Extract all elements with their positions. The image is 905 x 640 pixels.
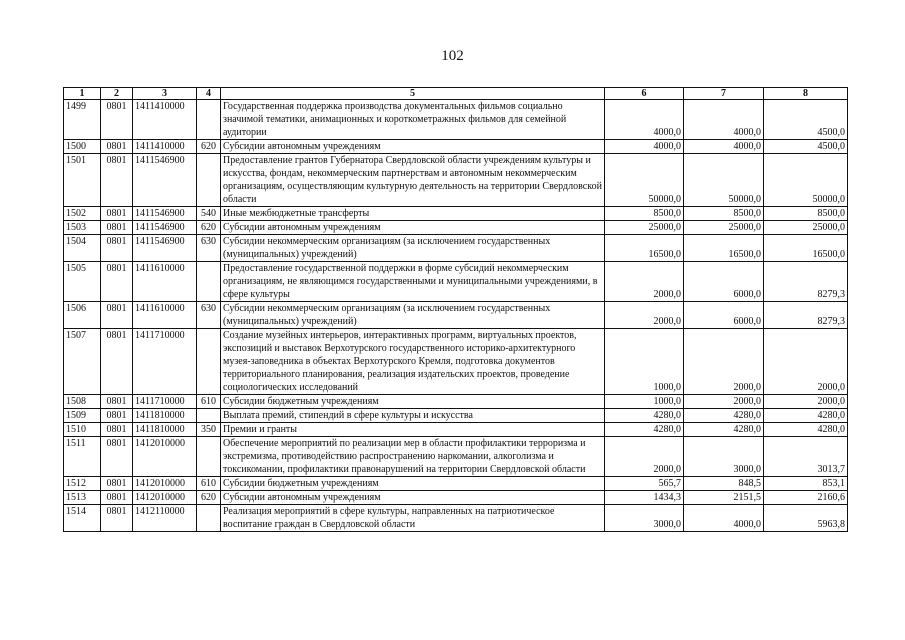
amount-col-8: 5963,8 [764, 505, 848, 532]
amount-col-6: 2000,0 [605, 262, 684, 302]
table-row [64, 302, 848, 329]
amount-col-6: 1434,3 [605, 491, 684, 505]
expense-type-code: 610 [197, 395, 221, 409]
amount-col-6: 50000,0 [605, 154, 684, 207]
amount-col-7: 4000,0 [684, 505, 764, 532]
amount-col-8: 853,1 [764, 477, 848, 491]
amount-col-8: 4280,0 [764, 409, 848, 423]
target-article-code: 1411546900 [133, 235, 197, 262]
target-article-code: 1412010000 [133, 477, 197, 491]
amount-col-8: 16500,0 [764, 235, 848, 262]
section-code: 0801 [101, 437, 133, 477]
row-number: 1499 [64, 100, 101, 140]
expense-type-code: 630 [197, 302, 221, 329]
item-name: Создание музейных интерьеров, интерактивных программ, виртуальных проектов, экспозиций и выставок Верхотурского государственного историко-архитектурного музея-заповедника в объектах Верхотурского Кремля, подготовка документов территориального планирования, реализация издательских проектов, проведение социологических исследований [221, 329, 605, 395]
header-cell: 5 [221, 88, 605, 100]
section-code: 0801 [101, 100, 133, 140]
amount-col-8: 8279,3 [764, 262, 848, 302]
amount-col-7: 6000,0 [684, 262, 764, 302]
header-cell: 4 [197, 88, 221, 100]
target-article-code: 1411710000 [133, 329, 197, 395]
amount-col-6: 8500,0 [605, 207, 684, 221]
target-article-code: 1411610000 [133, 302, 197, 329]
row-number: 1512 [64, 477, 101, 491]
amount-col-6: 1000,0 [605, 329, 684, 395]
amount-col-6: 3000,0 [605, 505, 684, 532]
expense-type-code [197, 437, 221, 477]
table-row [64, 491, 848, 505]
item-name: Реализация мероприятий в сфере культуры, направленных на патриотическое воспитание граждан в Свердловской области [221, 505, 605, 532]
amount-col-6: 565,7 [605, 477, 684, 491]
item-name: Субсидии бюджетным учреждениям [221, 477, 605, 491]
amount-col-6: 16500,0 [605, 235, 684, 262]
section-code: 0801 [101, 505, 133, 532]
row-number: 1500 [64, 140, 101, 154]
amount-col-7: 50000,0 [684, 154, 764, 207]
table-row [64, 395, 848, 409]
section-code: 0801 [101, 491, 133, 505]
section-code: 0801 [101, 477, 133, 491]
row-number: 1504 [64, 235, 101, 262]
target-article-code: 1411410000 [133, 140, 197, 154]
header-cell: 2 [101, 88, 133, 100]
header-cell: 8 [764, 88, 848, 100]
item-name: Субсидии автономным учреждениям [221, 221, 605, 235]
table-row [64, 329, 848, 395]
row-number: 1509 [64, 409, 101, 423]
amount-col-7: 8500,0 [684, 207, 764, 221]
item-name: Иные межбюджетные трансферты [221, 207, 605, 221]
target-article-code: 1411546900 [133, 154, 197, 207]
row-number: 1506 [64, 302, 101, 329]
section-code: 0801 [101, 329, 133, 395]
amount-col-8: 8500,0 [764, 207, 848, 221]
amount-col-7: 4000,0 [684, 140, 764, 154]
item-name: Предоставление государственной поддержки в форме субсидий некоммерческим организациям, не являющимся государственными и муниципальными учреждениями, в сфере культуры [221, 262, 605, 302]
expense-type-code [197, 154, 221, 207]
table-row [64, 505, 848, 532]
item-name: Субсидии некоммерческим организациям (за исключением государственных (муниципальных) учреждений) [221, 302, 605, 329]
expense-type-code [197, 329, 221, 395]
amount-col-7: 25000,0 [684, 221, 764, 235]
amount-col-8: 25000,0 [764, 221, 848, 235]
amount-col-6: 1000,0 [605, 395, 684, 409]
page-number: 102 [441, 48, 464, 64]
amount-col-6: 25000,0 [605, 221, 684, 235]
target-article-code: 1411546900 [133, 221, 197, 235]
expense-type-code: 620 [197, 491, 221, 505]
section-code: 0801 [101, 409, 133, 423]
amount-col-6: 4280,0 [605, 409, 684, 423]
expense-type-code [197, 409, 221, 423]
amount-col-7: 848,5 [684, 477, 764, 491]
section-code: 0801 [101, 395, 133, 409]
item-name: Предоставление грантов Губернатора Свердловской области учреждениям культуры и искусства, фондам, некоммерческим партнерствам и автономным некоммерческим организациям, осуществляющим культурную деятельность на территории Свердловской области [221, 154, 605, 207]
amount-col-6: 4000,0 [605, 140, 684, 154]
amount-col-8: 2000,0 [764, 395, 848, 409]
amount-col-6: 2000,0 [605, 302, 684, 329]
amount-col-7: 4280,0 [684, 409, 764, 423]
amount-col-7: 4000,0 [684, 100, 764, 140]
amount-col-7: 6000,0 [684, 302, 764, 329]
section-code: 0801 [101, 140, 133, 154]
row-number: 1501 [64, 154, 101, 207]
row-number: 1507 [64, 329, 101, 395]
amount-col-8: 4280,0 [764, 423, 848, 437]
item-name: Субсидии автономным учреждениям [221, 140, 605, 154]
target-article-code: 1411810000 [133, 423, 197, 437]
table-row [64, 221, 848, 235]
target-article-code: 1411610000 [133, 262, 197, 302]
target-article-code: 1412010000 [133, 437, 197, 477]
table-row [64, 262, 848, 302]
expense-type-code: 620 [197, 221, 221, 235]
table-row [64, 154, 848, 207]
header-row [64, 88, 848, 100]
table-row [64, 207, 848, 221]
row-number: 1510 [64, 423, 101, 437]
section-code: 0801 [101, 262, 133, 302]
row-number: 1511 [64, 437, 101, 477]
target-article-code: 1411410000 [133, 100, 197, 140]
table-row [64, 437, 848, 477]
expense-type-code: 540 [197, 207, 221, 221]
item-name: Субсидии некоммерческим организациям (за исключением государственных (муниципальных) учреждений) [221, 235, 605, 262]
amount-col-8: 4500,0 [764, 100, 848, 140]
amount-col-7: 16500,0 [684, 235, 764, 262]
amount-col-7: 4280,0 [684, 423, 764, 437]
expense-type-code: 630 [197, 235, 221, 262]
target-article-code: 1412110000 [133, 505, 197, 532]
header-cell: 7 [684, 88, 764, 100]
row-number: 1502 [64, 207, 101, 221]
amount-col-7: 3000,0 [684, 437, 764, 477]
amount-col-8: 2000,0 [764, 329, 848, 395]
table-row [64, 100, 848, 140]
row-number: 1505 [64, 262, 101, 302]
section-code: 0801 [101, 302, 133, 329]
target-article-code: 1411546900 [133, 207, 197, 221]
item-name: Субсидии автономным учреждениям [221, 491, 605, 505]
table-row [64, 140, 848, 154]
item-name: Государственная поддержка производства документальных фильмов социально значимой тематики, анимационных и короткометражных фильмов для семейной аудитории [221, 100, 605, 140]
target-article-code: 1412010000 [133, 491, 197, 505]
table-row [64, 409, 848, 423]
header-cell: 3 [133, 88, 197, 100]
amount-col-8: 3013,7 [764, 437, 848, 477]
expense-type-code [197, 505, 221, 532]
section-code: 0801 [101, 207, 133, 221]
section-code: 0801 [101, 423, 133, 437]
target-article-code: 1411810000 [133, 409, 197, 423]
amount-col-8: 2160,6 [764, 491, 848, 505]
target-article-code: 1411710000 [133, 395, 197, 409]
row-number: 1514 [64, 505, 101, 532]
section-code: 0801 [101, 154, 133, 207]
expense-type-code: 620 [197, 140, 221, 154]
table-row [64, 477, 848, 491]
header-cell: 1 [64, 88, 101, 100]
amount-col-6: 4000,0 [605, 100, 684, 140]
row-number: 1503 [64, 221, 101, 235]
table-row [64, 423, 848, 437]
row-number: 1508 [64, 395, 101, 409]
item-name: Выплата премий, стипендий в сфере культуры и искусства [221, 409, 605, 423]
expense-type-code [197, 100, 221, 140]
section-code: 0801 [101, 235, 133, 262]
item-name: Обеспечение мероприятий по реализации мер в области профилактики терроризма и экстремизма, противодействию распространению наркомании, алкоголизма и токсикомании, профилактики правонарушений на территории Свердловской области [221, 437, 605, 477]
expense-type-code [197, 262, 221, 302]
amount-col-6: 2000,0 [605, 437, 684, 477]
amount-col-7: 2151,5 [684, 491, 764, 505]
amount-col-8: 8279,3 [764, 302, 848, 329]
table-row [64, 235, 848, 262]
row-number: 1513 [64, 491, 101, 505]
amount-col-7: 2000,0 [684, 329, 764, 395]
budget-table [63, 87, 848, 532]
section-code: 0801 [101, 221, 133, 235]
amount-col-6: 4280,0 [605, 423, 684, 437]
amount-col-7: 2000,0 [684, 395, 764, 409]
amount-col-8: 50000,0 [764, 154, 848, 207]
item-name: Субсидии бюджетным учреждениям [221, 395, 605, 409]
item-name: Премии и гранты [221, 423, 605, 437]
header-cell: 6 [605, 88, 684, 100]
expense-type-code: 350 [197, 423, 221, 437]
expense-type-code: 610 [197, 477, 221, 491]
amount-col-8: 4500,0 [764, 140, 848, 154]
